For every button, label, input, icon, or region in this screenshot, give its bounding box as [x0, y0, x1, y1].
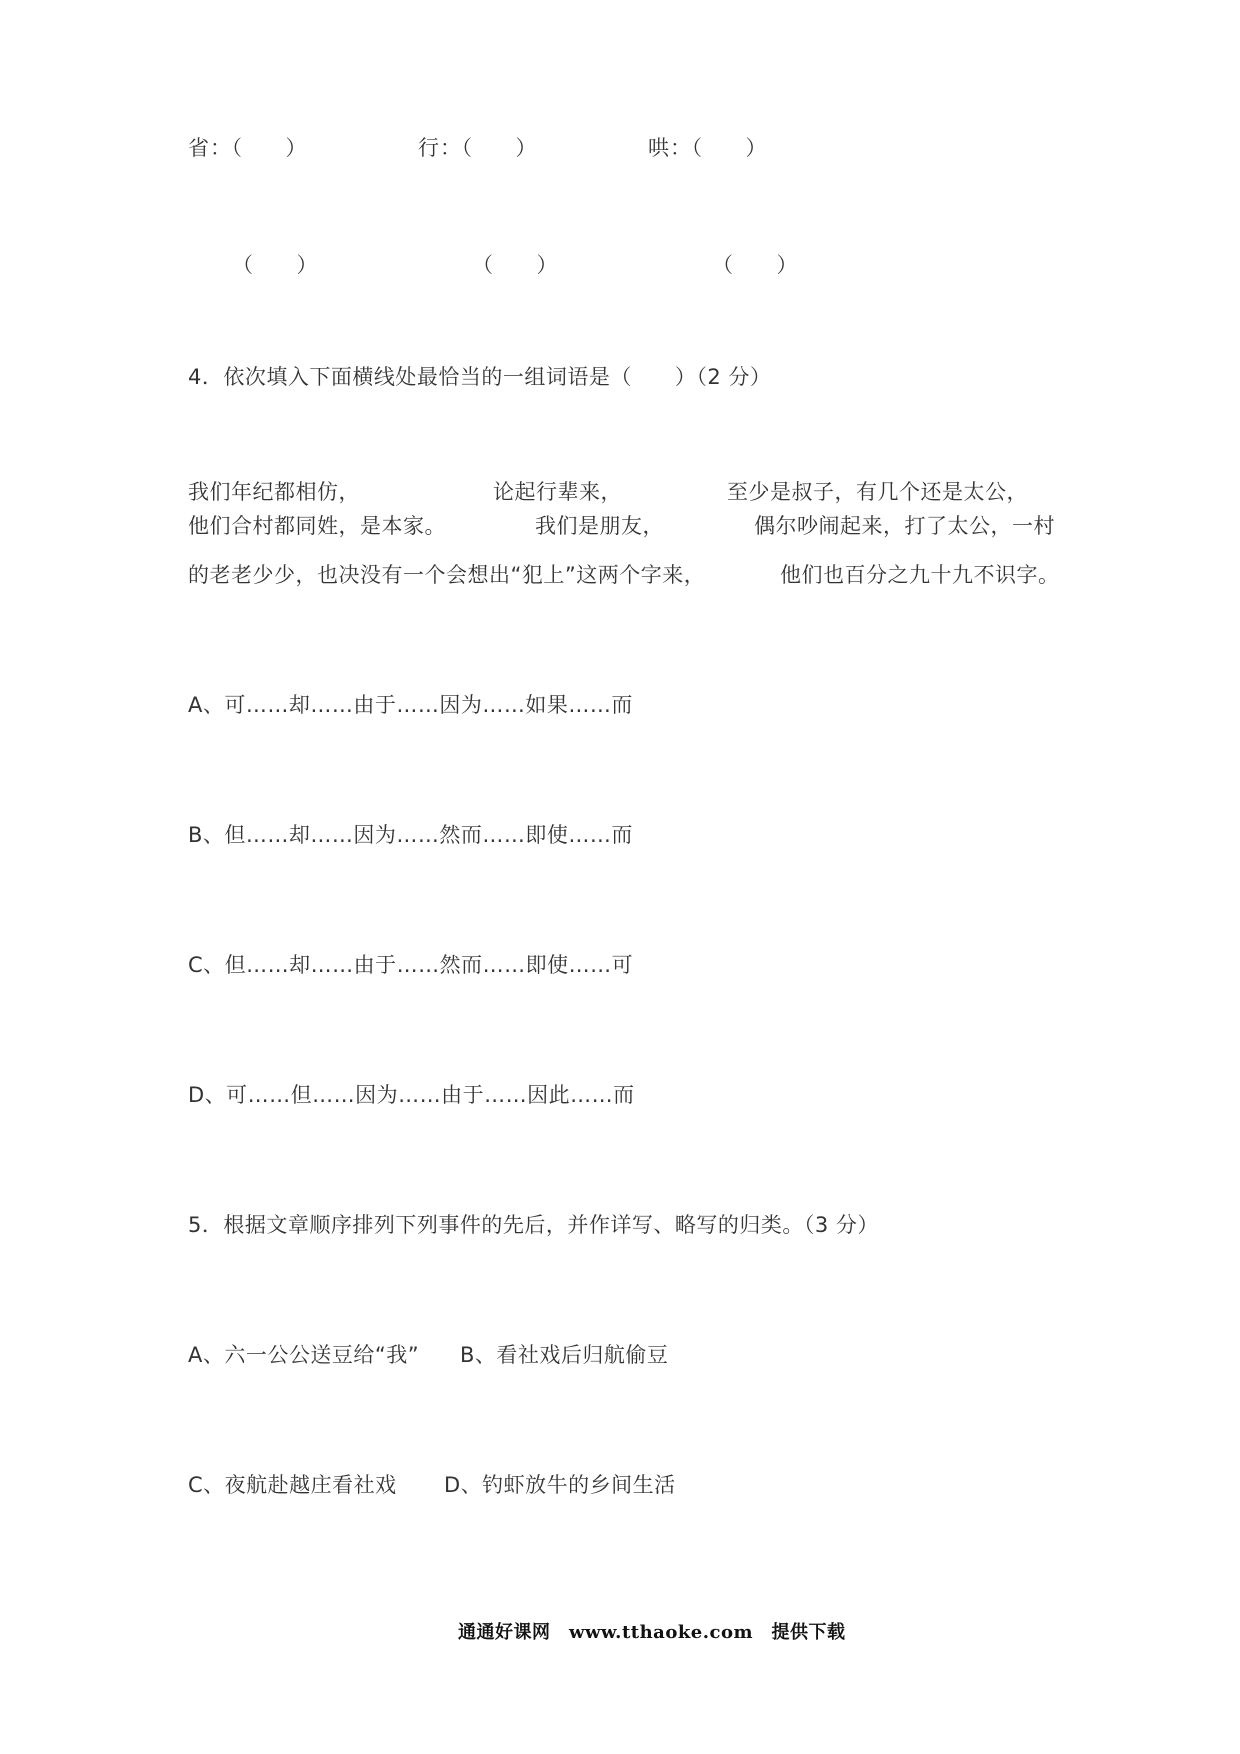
q5-option-a: A、六一公公送豆给“我”	[188, 1343, 420, 1367]
q3-blank-row2: （ ）	[472, 253, 558, 277]
q3-blank: ：（ ）	[210, 136, 307, 160]
q4-option-a: A、可……却……由于……因为……如果……而	[188, 693, 633, 717]
passage-segment: 他们也百分之九十九不识字。	[780, 563, 1060, 587]
q4-question: 4．依次填入下面横线处最恰当的一组词语是（ ）（2 分）	[188, 365, 772, 389]
q4-option-b: B、但……却……因为……然而……即使……而	[188, 823, 633, 847]
q3-char: 哄	[648, 136, 670, 160]
passage-segment: 我们年纪都相仿，	[188, 480, 360, 504]
passage-segment: 偶尔吵闹起来，打了太公，一村	[754, 514, 1055, 538]
q3-blank: ：（ ）	[670, 136, 767, 160]
q5-option-c: C、夜航赴越庄看社戏	[188, 1473, 397, 1497]
q5-option-d: D、钓虾放牛的乡间生活	[444, 1473, 676, 1497]
q4-option-d: D、可……但……因为……由于……因此……而	[188, 1083, 635, 1107]
q3-char: 行	[418, 136, 440, 160]
passage-segment: 论起行辈来，	[493, 480, 622, 504]
passage-segment: 他们合村都同姓，是本家。	[188, 514, 446, 538]
q5-question: 5．根据文章顺序排列下列事件的先后，并作详写、略写的归类。（3 分）	[188, 1213, 879, 1237]
footer-credit: 通通好课网 www.tthaoke.com 提供下载	[458, 1622, 846, 1643]
passage-segment: 的老老少少，也决没有一个会想出“犯上”这两个字来，	[188, 563, 706, 587]
q4-option-c: C、但……却……由于……然而……即使……可	[188, 953, 634, 977]
q3-blank: ：（ ）	[440, 136, 537, 160]
q3-char: 省	[188, 136, 210, 160]
q3-blank-row2: （ ）	[712, 253, 798, 277]
passage-segment: 至少是叔子，有几个还是太公，	[727, 480, 1028, 504]
passage-segment: 我们是朋友，	[535, 514, 664, 538]
q5-option-b: B、看社戏后归航偷豆	[460, 1343, 669, 1367]
q3-blank-row2: （ ）	[232, 253, 318, 277]
